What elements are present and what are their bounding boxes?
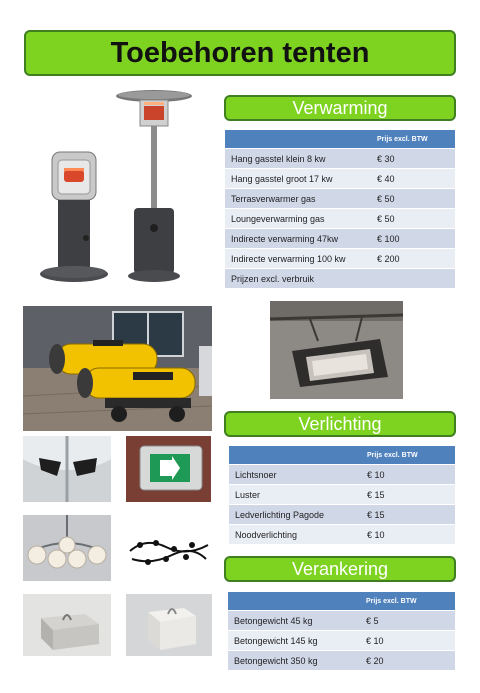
table-row [229, 485, 455, 505]
anchoring-price-table [228, 592, 455, 670]
price-cell: € 10 [361, 525, 455, 545]
table-row [228, 631, 455, 651]
table-row [229, 525, 455, 545]
price-column-header: Prijs excl. BTW [361, 446, 455, 465]
table-row [225, 149, 455, 169]
patio-heater-photo [34, 88, 214, 288]
price-cell: € 15 [361, 485, 455, 505]
table-row [228, 611, 455, 631]
table-row [225, 169, 455, 189]
heating-heading-banner [224, 95, 456, 121]
anchoring-heading: Verankering [291, 558, 389, 579]
item-cell: Ledverlichting Pagode [229, 505, 361, 525]
chandelier-photo [23, 515, 111, 581]
item-cell: Betongewicht 350 kg [228, 651, 360, 671]
item-cell: Betongewicht 145 kg [228, 631, 360, 651]
item-cell: Luster [229, 485, 361, 505]
table-row [229, 505, 455, 525]
hanging-lamp-photo [23, 436, 111, 502]
price-cell: € 200 [371, 249, 455, 269]
item-cell: Indirecte verwarming 47kw [225, 229, 371, 249]
price-cell: € 10 [360, 631, 455, 651]
emergency-exit-sign-photo [126, 436, 211, 502]
table-header-row [225, 130, 455, 149]
page-title: Toebehoren tenten [110, 36, 370, 69]
table-row [228, 651, 455, 671]
item-cell: Terrasverwarmer gas [225, 189, 371, 209]
item-cell: Noodverlichting [229, 525, 361, 545]
item-cell: Loungeverwarming gas [225, 209, 371, 229]
table-header-row [228, 592, 455, 611]
price-cell: € 5 [360, 611, 455, 631]
item-column-header [225, 130, 371, 149]
heating-price-table [225, 130, 455, 288]
price-cell: € 20 [360, 651, 455, 671]
anchoring-heading-banner [224, 556, 456, 582]
table-row [225, 209, 455, 229]
price-cell: € 40 [371, 169, 455, 189]
item-cell: Betongewicht 45 kg [228, 611, 360, 631]
item-cell: Lichtsnoer [229, 465, 361, 485]
table-header-row [229, 446, 455, 465]
string-lights-photo [126, 515, 211, 581]
concrete-weight-large-photo [126, 594, 212, 656]
indirect-heater-photo [23, 306, 212, 431]
item-cell: Hang gasstel groot 17 kw [225, 169, 371, 189]
price-cell: € 50 [371, 189, 455, 209]
price-cell: € 100 [371, 229, 455, 249]
item-column-header [228, 592, 360, 611]
table-row [225, 189, 455, 209]
table-row [229, 465, 455, 485]
item-cell: Hang gasstel klein 8 kw [225, 149, 371, 169]
price-cell: € 50 [371, 209, 455, 229]
table-footnote-row [225, 269, 455, 289]
page-title-banner [24, 30, 456, 76]
hanging-gas-heater-photo [270, 301, 403, 399]
heating-heading: Verwarming [292, 97, 388, 118]
price-cell: € 10 [361, 465, 455, 485]
item-column-header [229, 446, 361, 465]
concrete-weight-small-photo [23, 594, 111, 656]
table-row [225, 249, 455, 269]
price-column-header: Prijs excl. BTW [371, 130, 455, 149]
price-cell: € 15 [361, 505, 455, 525]
lighting-heading-banner [224, 411, 456, 437]
item-cell: Indirecte verwarming 100 kw [225, 249, 371, 269]
price-cell: € 30 [371, 149, 455, 169]
lighting-heading: Verlichting [298, 413, 382, 434]
price-column-header: Prijs excl. BTW [360, 592, 455, 611]
footnote-cell: Prijzen excl. verbruik [225, 269, 455, 289]
table-row [225, 229, 455, 249]
lighting-price-table [229, 446, 455, 544]
